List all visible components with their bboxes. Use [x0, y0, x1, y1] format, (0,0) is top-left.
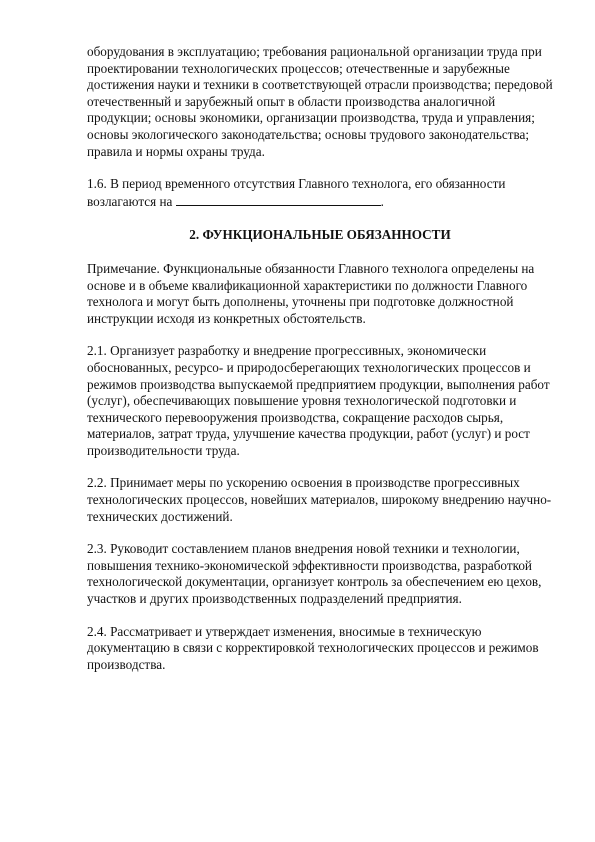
clause-1-6 [87, 176, 553, 210]
note-paragraph: Примечание. Функциональные обязанности Главного технолога определены на основе и в объеме квалификационной характеристики по должности Главного технолога и могут быть дополнены, уточнены при подготовке должностной инструкции исходя из конкретных обстоятельств. [87, 260, 535, 326]
clause-2-3: 2.3. Руководит составлением планов внедрения новой техники и технологии, повышения технико-экономической эффективности производства, разработкой технологической документации, организует контроль за обеспечением ею цехов, участков и других производственных подразделений предприятия. [87, 541, 542, 607]
section-heading: 2. ФУНКЦИОНАЛЬНЫЕ ОБЯЗАННОСТИ [189, 227, 451, 243]
clause-2-1: 2.1. Организует разработку и внедрение прогрессивных, экономически обоснованных, ресурсо- и природосберегающих технологических процессов и режимов производства выпускаемой предприятием продукции, выполнения работ (услуг), обеспечивающих повышение уровня технологической подготовки и технического перевооружения производства, сокращение расходов сырья, материалов, затрат труда, улучшение качества продукции, работ (услуг) и рост производительности труда. [87, 343, 550, 458]
intro-paragraph: оборудования в эксплуатацию; требования рациональной организации труда при проектировании технологических процессов; отечественные и зарубежные достижения науки и техники в соответствующей отрасли производства; передовой отечественный и зарубежный опыт в области производства аналогичной продукции; основы экономики, организации производства, труда и управления; основы экологического законодательства; основы трудового законодательства; правила и нормы охраны труда. [87, 44, 553, 159]
fill-in-blank-line[interactable] [176, 193, 381, 206]
clause-1-6-end: . [380, 193, 384, 209]
clause-2-2: 2.2. Принимает меры по ускорению освоения в производстве прогрессивных технологических процессов, новейших материалов, широкому внедрению научно-технических достижений. [87, 475, 552, 524]
document-page [87, 44, 553, 673]
clause-2-4: 2.4. Рассматривает и утверждает изменения, вносимые в техническую документацию в связи с корректировкой технологических процессов и режимов производства. [87, 623, 539, 672]
clause-1-6-text: 1.6. В период временного отсутствия Главного технолога, его обязанности возлагаются на [87, 176, 506, 209]
